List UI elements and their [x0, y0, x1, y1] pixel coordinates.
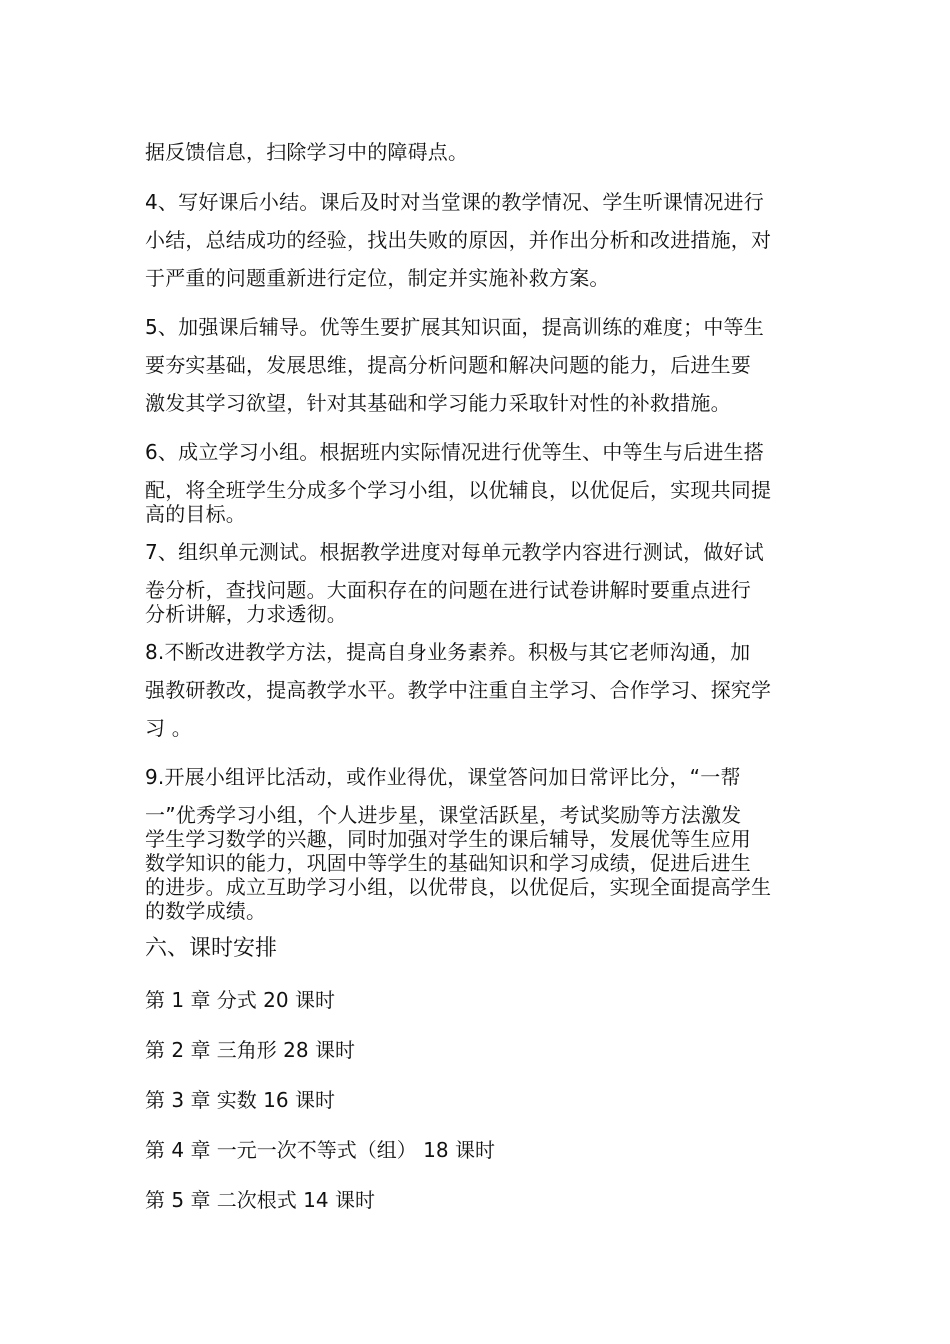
text-line: 高的目标。 [145, 502, 246, 526]
text-line: 5、加强课后辅导。优等生要扩展其知识面，提高训练的难度；中等生 [145, 315, 764, 339]
text-line: 配，将全班学生分成多个学习小组，以优辅良，以优促后，实现共同提 [145, 478, 772, 502]
text-line: 一”优秀学习小组，个人进步星，课堂活跃星，考试奖励等方法激发 [145, 803, 742, 827]
text-line: 4、写好课后小结。课后及时对当堂课的教学情况、学生听课情况进行 [145, 190, 764, 214]
text-line: 习 。 [145, 716, 192, 740]
text-line: 9.开展小组评比活动，或作业得优，课堂答问加日常评比分，“一帮 [145, 765, 741, 789]
section-heading: 六、课时安排 [145, 936, 278, 961]
text-line: 小结，总结成功的经验，找出失败的原因，并作出分析和改进措施，对 [145, 228, 772, 252]
schedule-item-chapter-5: 第 5 章 二次根式 14 课时 [145, 1188, 375, 1212]
schedule-item-chapter-2: 第 2 章 三角形 28 课时 [145, 1038, 355, 1062]
schedule-item-chapter-1: 第 1 章 分式 20 课时 [145, 988, 335, 1012]
text-line: 学生学习数学的兴趣，同时加强对学生的课后辅导，发展优等生应用 [145, 827, 751, 851]
text-line: 的进步。成立互助学习小组，以优带良，以优促后，实现全面提高学生 [145, 875, 772, 899]
text-line: 分析讲解，力求透彻。 [145, 602, 347, 626]
text-line: 要夯实基础，发展思维，提高分析问题和解决问题的能力，后进生要 [145, 353, 751, 377]
text-line: 数学知识的能力，巩固中等学生的基础知识和学习成绩，促进后进生 [145, 851, 751, 875]
text-line: 强教研教改，提高教学水平。教学中注重自主学习、合作学习、探究学 [145, 678, 772, 702]
text-line: 7、组织单元测试。根据教学进度对每单元教学内容进行测试，做好试 [145, 540, 764, 564]
text-line: 激发其学习欲望，针对其基础和学习能力采取针对性的补救措施。 [145, 391, 731, 415]
text-line: 于严重的问题重新进行定位，制定并实施补救方案。 [145, 266, 610, 290]
text-line: 据反馈信息，扫除学习中的障碍点。 [145, 140, 469, 164]
schedule-item-chapter-3: 第 3 章 实数 16 课时 [145, 1088, 335, 1112]
text-line: 的数学成绩。 [145, 899, 267, 923]
text-line: 8.不断改进教学方法，提高自身业务素养。积极与其它老师沟通，加 [145, 640, 751, 664]
text-line: 6、成立学习小组。根据班内实际情况进行优等生、中等生与后进生搭 [145, 440, 764, 464]
schedule-item-chapter-4: 第 4 章 一元一次不等式（组） 18 课时 [145, 1138, 495, 1162]
text-line: 卷分析，查找问题。大面积存在的问题在进行试卷讲解时要重点进行 [145, 578, 751, 602]
